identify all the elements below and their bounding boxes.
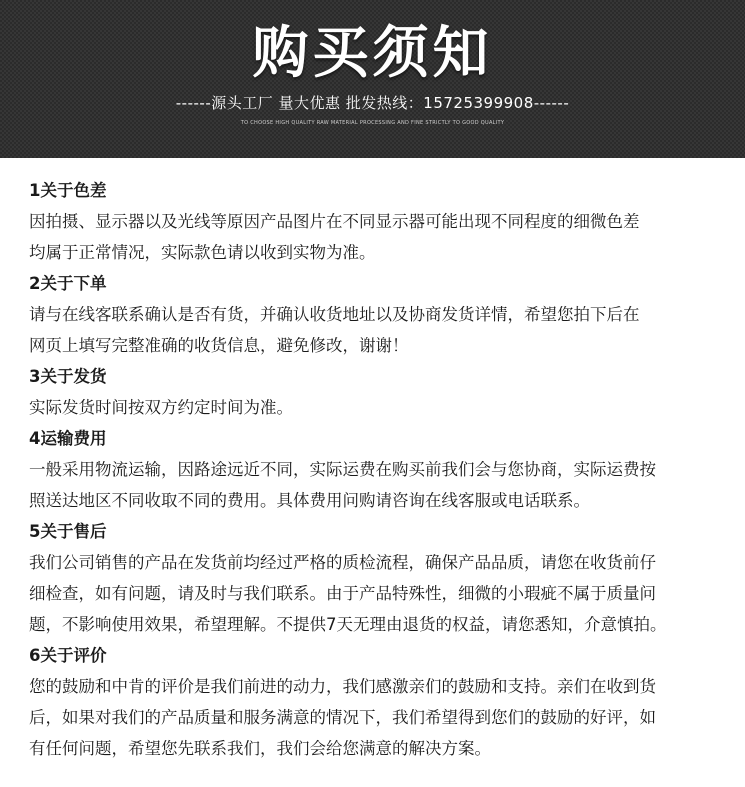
section-line: 实际发货时间按双方约定时间为准。 [29, 398, 293, 417]
section-line: 网页上填写完整准确的收货信息，避免修改，谢谢！ [29, 336, 409, 355]
hotline-subtitle: ------源头工厂 量大优惠 批发热线：15725399908------ [175, 94, 570, 112]
section-line: 请与在线客联系确认是否有货，并确认收货地址以及协商发货详情，希望您拍下后在 [29, 305, 640, 324]
section-heading: 3关于发货 [29, 367, 107, 386]
section-line: 我们公司销售的产品在发货前均经过严格的质检流程，确保产品品质，请您在收货前仔 [29, 553, 656, 572]
section-heading: 5关于售后 [29, 522, 107, 541]
section-line: 细检查，如有问题，请及时与我们联系。由于产品特殊性，细微的小瑕疵不属于质量问 [29, 584, 656, 603]
notice-content [29, 175, 729, 764]
section-line: 您的鼓励和中肯的评价是我们前进的动力，我们感激亲们的鼓励和支持。亲们在收到货 [29, 677, 656, 696]
section-heading: 1关于色差 [29, 181, 107, 200]
section-shipping [29, 361, 729, 423]
section-line: 题，不影响使用效果，希望理解。不提供7天无理由退货的权益，请您悉知，介意慎拍。 [29, 615, 667, 634]
section-freight-cost [29, 423, 729, 516]
section-line: 后，如果对我们的产品质量和服务满意的情况下，我们希望得到您们的鼓励的好评，如 [29, 708, 656, 727]
section-line: 因拍摄、显示器以及光线等原因产品图片在不同显示器可能出现不同程度的细微色差 [29, 212, 640, 231]
section-after-sales [29, 516, 729, 640]
section-ordering [29, 268, 729, 361]
section-heading: 6关于评价 [29, 646, 107, 665]
page-title: 购买须知 [252, 21, 493, 86]
section-line: 照送达地区不同收取不同的费用。具体费用问购请咨询在线客服或电话联系。 [29, 491, 590, 510]
section-heading: 4运输费用 [29, 429, 107, 448]
section-reviews [29, 640, 729, 764]
section-line: 均属于正常情况，实际款色请以收到实物为准。 [29, 243, 376, 262]
header-banner [0, 0, 745, 158]
section-line: 一般采用物流运输，因路途远近不同，实际运费在购买前我们会与您协商，实际运费按 [29, 460, 656, 479]
section-line: 有任何问题，希望您先联系我们，我们会给您满意的解决方案。 [29, 739, 491, 758]
section-heading: 2关于下单 [29, 274, 107, 293]
banner-small-print: TO CHOOSE HIGH QUALITY RAW MATERIAL PROCESSING AND FINE STRICTLY TO GOOD QUALITY [240, 120, 505, 126]
section-color-difference [29, 175, 729, 268]
